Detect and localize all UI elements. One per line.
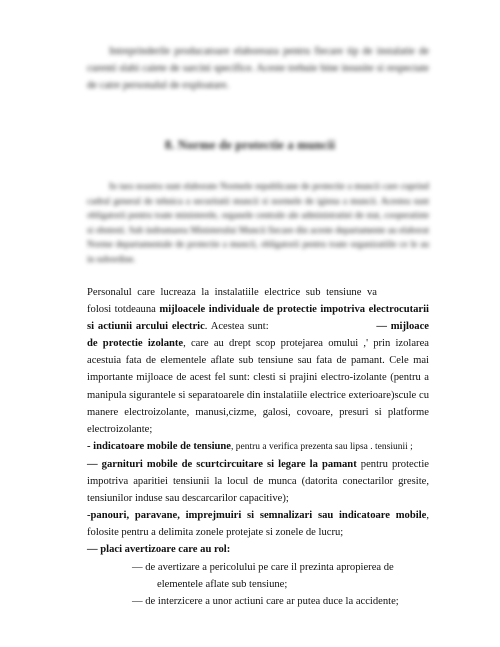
intro-paragraph: Intreprinderile producatoare elaboreaza pentru fiecare tip de instalatie de curenti slabi caiete de sarcini specifice. Aceste trebuie bine insusite si respectate de catre personalul de exploatare.	[87, 46, 429, 91]
blurred-paragraph: In tara noastra sunt elaborate Normele republicane de protectie a muncii care cuprind cadrul general de tehnica a securitatii muncii si normele de igiena a muncii. Acestea sunt obligatorii pentru toate ministerele, organele centrale ale administratiei de stat, cooperatiste si obstesti. Sub indrumarea Ministerului Muncii fiecare din aceste departamente au elaborat Norme departamentale de protectie a muncii, obligatorii pentru toate organizatiile ce le au in subordine.	[87, 182, 429, 265]
list-item: — de interzicere a unor actiuni care ar putea duce la accidente;	[132, 595, 399, 607]
bold-phrase: — placi avertizoare care au rol:	[87, 544, 231, 556]
list-item-continuation: elementele aflate sub tensiune;	[157, 578, 288, 590]
bold-phrase: - indicatoare mobile de tensiune	[87, 440, 231, 452]
list-item: — de avertizare a pericolului pe care il prezinta apropierea de	[132, 561, 394, 573]
text-run: , care au drept scop protejarea omului ,' prin izolarea acestuia fata de elementele aflate sub tensiune sau fata de pamant. Cele mai importante mijloace de acest fel sunt: clesti si prajini electro-izolante (pentru a manipula sigurantele si separatoarele din instalatiile electrice exterioare)scule cu manere electroizolante, manusi,cizme, galosi, covoare, presuri si platforme electroizolante;	[87, 338, 429, 435]
text-run: , pentru a verifica prezenta sau lipsa . tensiunii ;	[231, 441, 413, 452]
text-run: , folosite pentru a delimita zonele protejate si zonele de lucru;	[87, 510, 429, 539]
bold-phrase: -panouri, paravane, imprejmuiri si semnalizari sau indicatoare mobile	[87, 510, 427, 522]
bold-phrase: — garnituri mobile de scurtcircuitare si legare la pamant	[87, 458, 357, 470]
body-text	[87, 284, 429, 610]
paragraph-panels	[87, 507, 429, 541]
paragraph-warning-plates	[87, 541, 429, 558]
paragraph-short-circuit	[87, 456, 429, 507]
text-run: folosi totdeauna	[87, 304, 156, 316]
bold-phrase: mijloacele individuale de protectie impotriva electrocutarii si actiunii arcului electric	[87, 304, 430, 333]
paragraph-protection-means	[87, 284, 429, 438]
text-run: Personalul care lucreaza la instalatiile electrice sub tensiune va	[87, 287, 377, 298]
paragraph-voltage-indicators	[87, 438, 429, 456]
section-heading: 8. Norme de protectie a muncii	[164, 138, 336, 152]
text-run: pentru protectie impotriva aparitiei tensiunii la locul de munca (datorita conectarilor gresite, tensiunilor induse sau descarcarilor capacitive);	[87, 458, 429, 505]
text-run: . Acestea sunt:	[204, 321, 269, 333]
bold-phrase: — mijloace de protectie izolante	[87, 321, 429, 350]
